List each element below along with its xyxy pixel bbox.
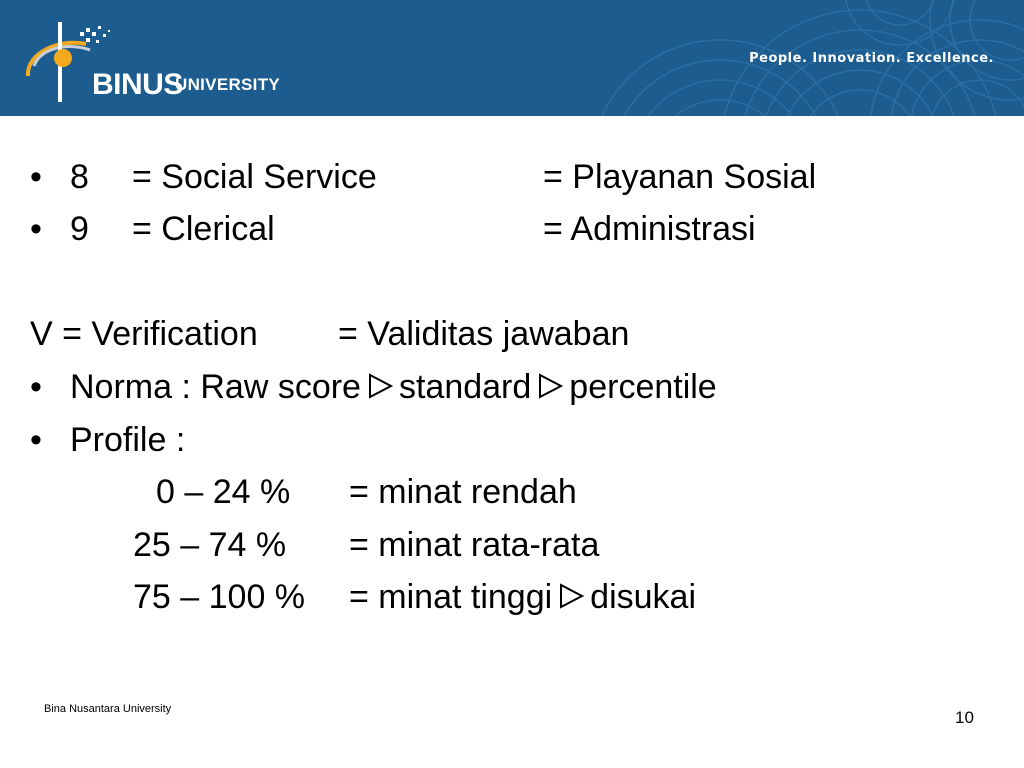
range-value: 75 – 100 %: [133, 578, 306, 616]
verification-meaning: = Validitas jawaban: [338, 315, 630, 353]
triangle-right-icon: [535, 372, 565, 400]
logo-university-text: UNIVERSITY: [175, 75, 281, 94]
range-value: 25 – 74 %: [133, 526, 287, 564]
logo-brand-text: BINUS: [92, 68, 183, 101]
row-indonesian: = Administrasi: [543, 210, 756, 248]
footer-organization: Bina Nusantara University: [44, 703, 172, 715]
range-extra: disukai: [590, 578, 697, 616]
range-meaning: = minat tinggi: [349, 578, 553, 616]
triangle-right-icon: [556, 582, 586, 610]
range-meaning: = minat rendah: [349, 473, 577, 511]
triangle-right-icon: [365, 372, 395, 400]
range-value: 0 – 24 %: [156, 473, 291, 511]
norma-prefix: Norma : Raw score: [70, 368, 361, 406]
row-code: 9: [70, 210, 89, 248]
bullet: •: [30, 368, 42, 406]
profile-title: Profile :: [70, 421, 186, 459]
row-english: = Clerical: [132, 210, 275, 248]
bullet: •: [30, 210, 42, 248]
norma-suffix: percentile: [569, 368, 717, 406]
norma-text: [70, 367, 717, 407]
row-indonesian: = Playanan Sosial: [543, 158, 817, 196]
verification-label: V = Verification: [30, 315, 258, 353]
range-meaning: = minat rata-rata: [349, 526, 600, 564]
range-meaning-group: [349, 577, 696, 617]
row-english: = Social Service: [132, 158, 377, 196]
norma-middle: standard: [398, 368, 532, 406]
bullet: •: [30, 421, 42, 459]
row-code: 8: [70, 158, 89, 196]
page-number: 10: [955, 708, 974, 727]
bullet: •: [30, 158, 42, 196]
header-tagline: People. Innovation. Excellence.: [749, 51, 994, 66]
